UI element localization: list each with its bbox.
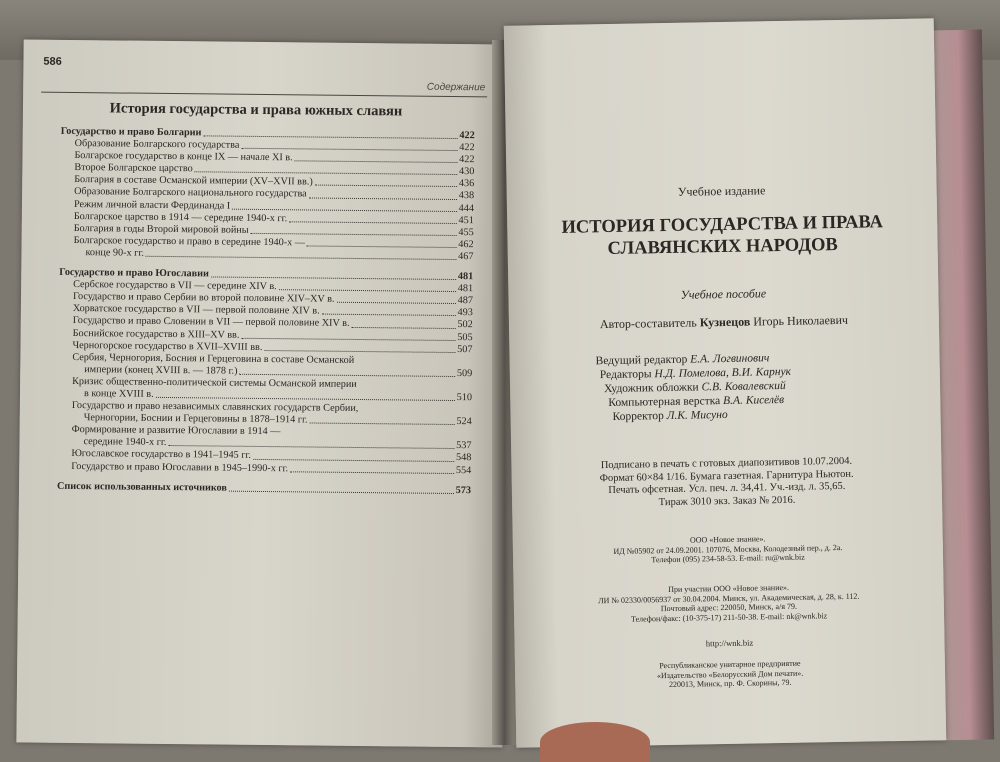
right-page [504, 18, 947, 747]
imprint-line: Подписано в печать с готовых диапозитивов 10.07.2004. [600, 455, 853, 472]
toc-page-number: 493 [457, 307, 473, 319]
toc-entry-title: Болгария в составе Османской империи (XV–XVII вв.) [74, 174, 313, 188]
dot-leader [241, 140, 457, 151]
staff-credits [595, 351, 791, 424]
dot-leader [241, 329, 455, 340]
toc-entry-title: Государство и право независимых славянских государств Сербии, [71, 400, 359, 415]
toc-entry-title: Хорватское государство в VII — первой половине XIV в. [72, 303, 320, 317]
toc-page-number: 462 [458, 238, 474, 251]
dot-leader [239, 366, 455, 377]
toc-page-number: 502 [457, 319, 473, 331]
dot-leader [289, 213, 456, 224]
toc-entry-title: Режим личной власти Фердинанда I [73, 198, 231, 212]
dot-leader [264, 342, 455, 353]
toc-page-number: 444 [458, 202, 475, 214]
staff-name: Е.А. Логвинович [690, 352, 770, 366]
toc-page-number: 451 [458, 214, 474, 226]
staff-name: С.В. Ковалевский [701, 379, 786, 394]
dot-leader [146, 248, 456, 260]
dot-leader [310, 415, 455, 426]
toc-page-number: 481 [457, 271, 474, 283]
book-title-line-2: СЛАВЯНСКИХ НАРОДОВ [607, 235, 838, 260]
toc-entry-title: империи (конец XVIII в. — 1878 г.) [84, 363, 238, 377]
toc-entry-title: Государство и право Сербии во второй половине XIV–XV в. [72, 291, 335, 305]
toc-page-number: 537 [456, 440, 472, 452]
table-of-contents [57, 124, 475, 497]
toc-entry-title: Болгарское государство в конце IX — начале XI в. [74, 150, 293, 164]
staff-credit-row [596, 407, 791, 424]
staff-role: Художник обложки [603, 381, 699, 396]
toc-page-number: 505 [457, 331, 473, 343]
toc-page-number: 436 [458, 178, 475, 190]
publisher-line: ИД №05902 от 24.09.2001. 107076, Москва, Колодезный пер., д. 2а. [613, 542, 843, 556]
toc-page-number: 430 [458, 166, 475, 178]
toc-entry-title: Кризис общественно-политической системы Османской империи [72, 375, 357, 390]
printer-line: «Издательство «Белорусский Дом печати». [656, 668, 804, 680]
toc-page-number: 481 [457, 283, 474, 295]
staff-role: Редакторы [599, 368, 652, 382]
toc-page-number: 438 [458, 190, 475, 202]
dot-leader [279, 281, 456, 292]
dot-leader [315, 177, 457, 188]
publisher-line: Телефон (095) 234-58-53. E-mail: ru@wnk.biz [651, 552, 805, 565]
copublisher-line: При участии ООО «Новое знание». [668, 582, 790, 595]
toc-entry-title: Список использованных источников [56, 480, 227, 494]
left-page [16, 39, 509, 747]
printer-line: Республиканское унитарное предприятие [659, 658, 801, 671]
toc-entry-title: Черногорское государство в XVII–XVIII вв. [72, 339, 263, 353]
imprint-details [521, 454, 932, 511]
author-label: Автор-составитель [599, 315, 697, 332]
dot-leader [307, 237, 456, 248]
toc-page-number: 422 [459, 154, 475, 166]
toc-page-number: 507 [457, 343, 473, 355]
toc-page-number: 467 [458, 250, 474, 263]
author-surname: Кузнецов [699, 314, 751, 330]
printer-line: 220013, Минск, пр. Ф. Скорины, 79. [668, 678, 792, 690]
staff-name: В.А. Киселёв [723, 393, 785, 408]
dot-leader [352, 318, 456, 328]
toc-entry-title: Образование Болгарского государства [74, 138, 240, 151]
toc-entry-title: Болгария в годы Второй мировой войны [73, 222, 249, 236]
toc-page-number: 487 [457, 295, 474, 307]
toc-entry-title: Болгарское государство и право в середине 1940-х — [73, 234, 306, 249]
dot-leader [309, 189, 457, 200]
toc-section [57, 480, 471, 496]
toc-entry-title: Сербия, Черногория, Босния и Герцеговина в составе Османской [72, 351, 355, 366]
toc-chapter-title: История государства и права южных славян [109, 100, 403, 120]
toc-entry-title: Государство и право Словении в VII — первой половине XIV в. [72, 315, 350, 330]
page-number: 586 [43, 55, 62, 68]
toc-entry-title: Формирование и развитие Югославии в 1914 — [71, 424, 281, 438]
printer-info [525, 656, 935, 692]
toc-entry-title: Государство и право Югославии [59, 266, 209, 280]
dot-leader [251, 225, 457, 236]
copublisher-info [524, 580, 935, 626]
imprint-line: Тираж 3010 экз. Заказ № 2016. [658, 494, 796, 508]
author-name: Игорь Николаевич [753, 312, 849, 329]
toc-page-number: 510 [456, 391, 473, 404]
staff-name: Л.К. Мисуно [666, 408, 728, 423]
dot-leader [168, 437, 454, 449]
book-title [517, 210, 928, 261]
dot-leader [232, 200, 457, 211]
dot-leader [229, 482, 454, 493]
toc-entry-title: Второе Болгарское царство [74, 162, 193, 175]
thumb [540, 722, 650, 762]
dot-leader [295, 153, 458, 164]
toc-entry-title: Югославское государство в 1941–1945 гг. [71, 448, 252, 462]
toc-entry-title: Сербское государство в VII — середине XIV в. [73, 279, 277, 293]
header-rule [41, 92, 487, 98]
staff-role: Корректор [612, 410, 664, 423]
dot-leader [336, 294, 455, 304]
toc-page-number: 548 [455, 452, 472, 464]
book-title-line-1: ИСТОРИЯ ГОСУДАРСТВА И ПРАВА [561, 212, 884, 238]
toc-entry-title: Болгарское царство в 1914 — середине 1940-х гг. [73, 210, 288, 224]
staff-role: Ведущий редактор [595, 353, 688, 368]
toc-entry-title: Государство и право Болгарии [60, 125, 202, 139]
copublisher-line: ЛИ № 02330/0056937 от 30.04.2004. Минск, ул. Академическая, д. 28, к. 112. [598, 591, 860, 605]
imprint-line: Печать офсетная. Усл. печ. л. 34,41. Уч.-изд. л. 35,65. [608, 480, 846, 497]
dot-leader [253, 450, 454, 461]
author-line [519, 311, 929, 333]
toc-page-number: 422 [459, 130, 475, 142]
edition-type: Учебное издание [677, 183, 766, 199]
toc-entry-title: Черногории, Боснии и Герцеговины в 1878–1914 гг. [83, 412, 308, 426]
book-subtitle: Учебное пособие [680, 286, 767, 302]
toc-page-number: 554 [455, 464, 472, 476]
staff-role: Компьютерная верстка [608, 395, 721, 410]
toc-page-number: 422 [459, 142, 475, 154]
dot-leader [290, 463, 454, 474]
toc-page-number: 509 [456, 367, 473, 379]
imprint-line: Формат 60×84 1/16. Бумага газетная. Гарнитура Ньютон. [599, 468, 854, 484]
toc-entry-title: Государство и право Югославии в 1945–1990-х гг. [71, 460, 289, 474]
toc-entry-title: в конце XVIII в. [83, 388, 154, 400]
staff-name: Н.Д. Помелова, В.И. Карнук [654, 365, 792, 381]
copublisher-line: Почтовый адрес: 220050, Минск, а/я 79. [660, 601, 798, 614]
dot-leader [195, 164, 457, 176]
publisher-line: ООО «Новое знание». [689, 534, 766, 545]
toc-entry-title: середине 1940-х гг. [83, 436, 167, 449]
running-head: Содержание [426, 81, 486, 94]
toc-entry-title: Боснийское государство в XIII–XV вв. [72, 327, 240, 341]
copublisher-line: Телефон/факс: (10-375-17) 211-50-38. E-mail: nk@wnk.biz [630, 611, 828, 624]
dot-leader [322, 306, 456, 316]
dot-leader [203, 127, 457, 139]
publisher-info [523, 531, 933, 567]
toc-page-number: 455 [458, 226, 474, 238]
toc-page-number: 524 [456, 416, 472, 428]
website-link: http://wnk.biz [705, 637, 754, 649]
toc-page-number: 573 [455, 484, 472, 496]
dot-leader [156, 389, 455, 401]
toc-entry-title: Образование Болгарского национального государства [74, 186, 307, 200]
dot-leader [211, 268, 456, 280]
toc-entry-title: конце 90-х гг. [85, 247, 145, 259]
